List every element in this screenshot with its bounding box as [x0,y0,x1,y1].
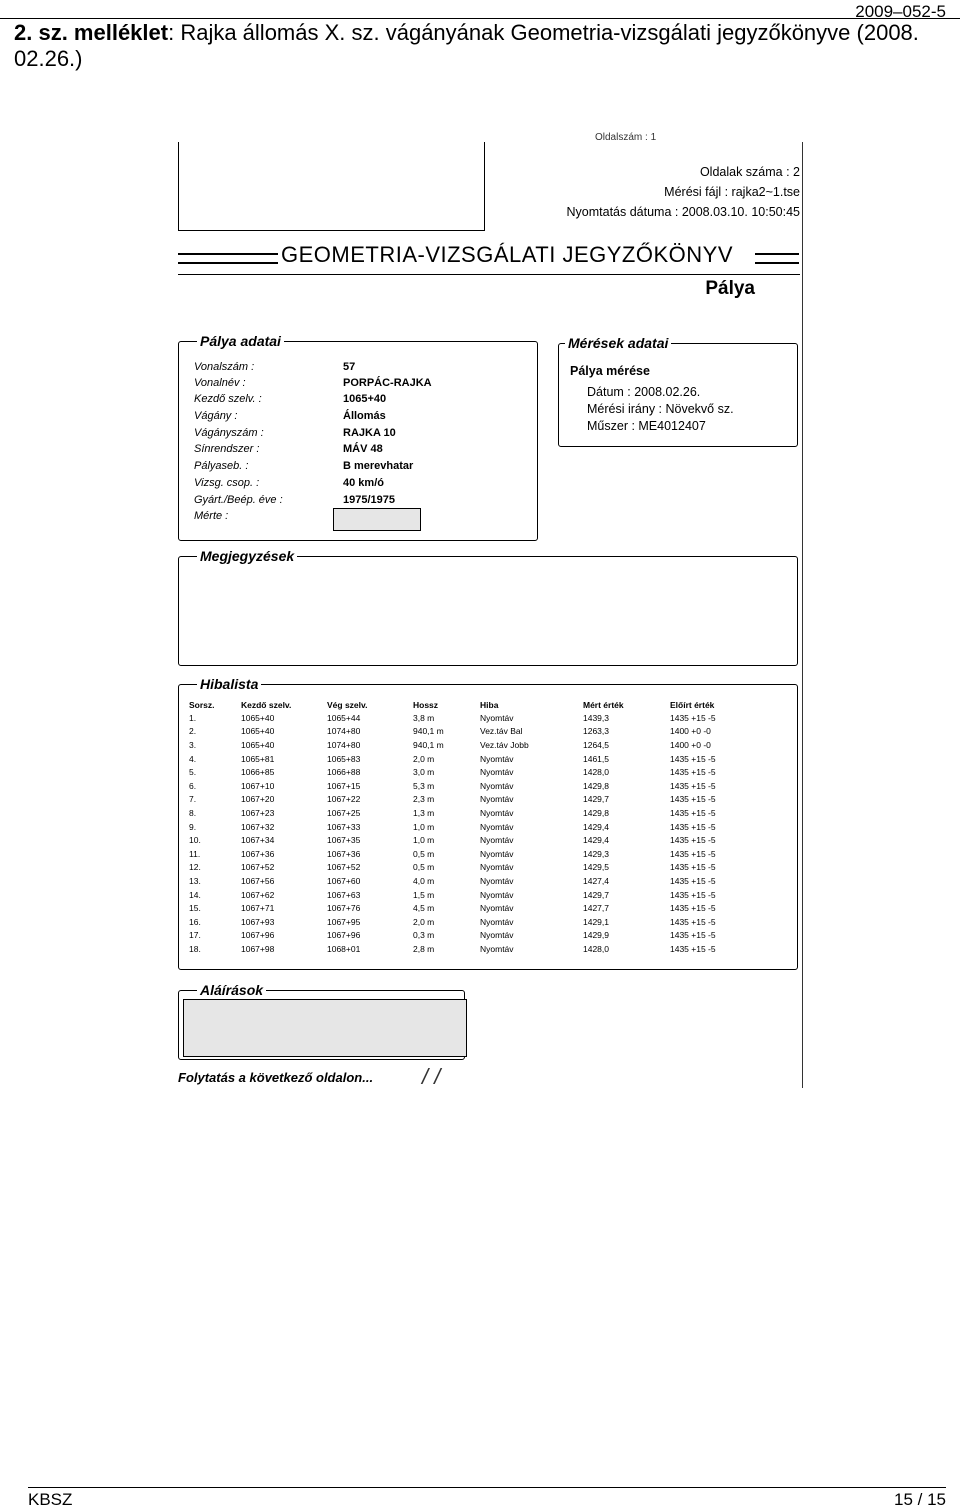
table-row [189,929,760,943]
table-cell: 1429,4 [583,821,609,832]
table-cell: 1067+34 [241,835,275,846]
table-cell: Vez.táv Jobb [480,739,529,750]
table-row [189,793,760,807]
table-cell: Nyomtáv [480,821,514,832]
notes-title: Megjegyzések [197,548,297,564]
table-cell: 2,0 m [413,916,435,927]
field-value: PORPÁC-RAJKA [343,377,432,389]
table-cell: 1,0 m [413,835,435,846]
measurement-title: Mérések adatai [565,335,671,351]
table-cell: 1429,5 [583,862,609,873]
table-cell: 10. [189,835,201,846]
table-cell: 4. [189,753,197,764]
table-row [189,725,760,739]
table-cell: 1,3 m [413,807,435,818]
table-cell: 1,0 m [413,821,435,832]
table-cell: 1067+96 [241,930,275,941]
table-cell: 1066+88 [327,767,361,778]
error-table [189,699,760,956]
measurement-direction: Mérési irány : Növekvő sz. [587,402,734,416]
table-cell: 1435 +15 -5 [670,753,716,764]
table-cell: 8. [189,807,197,818]
track-data-title: Pálya adatai [197,333,284,349]
field-label: Vágányszám : [194,427,264,439]
table-cell: 1067+35 [327,835,361,846]
table-cell: 1263,3 [583,726,609,737]
table-cell: 1067+33 [327,821,361,832]
table-cell: 1067+71 [241,903,275,914]
table-cell: 2,3 m [413,794,435,805]
heading-rest: : Rajka állomás X. sz. vágányának Geometria-vizsgálati jegyzőkönyve (2008. 02.26.) [14,20,919,71]
field-value: 40 km/ó [343,477,384,489]
field-label: Vonalnév : [194,377,246,389]
table-cell: Nyomtáv [480,875,514,886]
table-cell: 15. [189,903,201,914]
table-cell: 1. [189,712,197,723]
title-rule-left [178,253,278,264]
table-cell: 1461,5 [583,753,609,764]
column-header: Hiba [480,700,499,710]
measurement-heading: Pálya mérése [570,364,650,378]
measurement-instrument: Műszer : ME4012407 [587,419,706,433]
column-header: Mért érték [583,700,624,710]
table-cell: 1065+40 [241,726,275,737]
table-cell: 940,1 m [413,739,444,750]
table-cell: 1066+85 [241,767,275,778]
error-list-title: Hibalista [197,676,261,692]
table-cell: 1067+63 [327,889,361,900]
table-row [189,915,760,929]
table-cell: 1067+32 [241,821,275,832]
field-label: Vizsg. csop. : [194,477,260,489]
table-cell: 1074+80 [327,726,361,737]
table-cell: 1435 +15 -5 [670,821,716,832]
table-cell: 1067+60 [327,875,361,886]
table-cell: 1435 +15 -5 [670,767,716,778]
table-cell: 1435 +15 -5 [670,916,716,927]
table-cell: 1067+52 [327,862,361,873]
table-cell: 1065+44 [327,712,361,723]
column-header: Sorsz. [189,700,215,710]
title-rule-right [755,253,799,264]
table-cell: 13. [189,875,201,886]
page-heading [14,20,949,72]
table-cell: 1,5 m [413,889,435,900]
table-cell: Nyomtáv [480,753,514,764]
table-cell: 1067+22 [327,794,361,805]
field-label: Sínrendszer : [194,443,260,455]
table-cell: 0,5 m [413,848,435,859]
table-cell: 12. [189,862,201,873]
field-value: B merevhatar [343,460,414,472]
table-cell: 3,8 m [413,712,435,723]
table-cell: 3,0 m [413,767,435,778]
table-cell: Nyomtáv [480,930,514,941]
table-cell: 1435 +15 -5 [670,903,716,914]
table-cell: 1067+52 [241,862,275,873]
header-blank-box [178,142,485,231]
table-cell: 1435 +15 -5 [670,862,716,873]
table-row [189,874,760,888]
redacted-signature-box [183,999,467,1057]
table-row [189,847,760,861]
table-cell: 7. [189,794,197,805]
table-cell: 1429,9 [583,930,609,941]
page-number-fragment: Oldalszám : 1 [595,132,657,143]
table-cell: 1067+95 [327,916,361,927]
table-row [189,820,760,834]
table-cell: Nyomtáv [480,712,514,723]
table-row [189,901,760,915]
table-cell: 18. [189,943,201,954]
table-cell: 1428,0 [583,943,609,954]
margin-line [802,142,803,1088]
table-row [189,752,760,766]
table-cell: Nyomtáv [480,848,514,859]
table-cell: 1067+96 [327,930,361,941]
table-row [189,765,760,779]
table-cell: Nyomtáv [480,807,514,818]
table-cell: 1429,7 [583,794,609,805]
table-row [189,779,760,793]
table-row [189,806,760,820]
table-cell: 2. [189,726,197,737]
table-cell: 1067+15 [327,780,361,791]
measurement-date: Dátum : 2008.02.26. [587,385,701,399]
field-value: 57 [343,361,356,373]
pages-count: Oldalak száma : 2 [699,165,800,179]
table-row [189,942,760,956]
table-cell: 1435 +15 -5 [670,889,716,900]
table-row [189,711,760,725]
table-cell: 1427,4 [583,875,609,886]
heading-label: 2. sz. melléklet [14,20,169,45]
table-cell: 14. [189,889,201,900]
table-cell: 16. [189,916,201,927]
table-cell: 1067+93 [241,916,275,927]
table-row [189,888,760,902]
track-data-panel [178,333,538,541]
table-cell: 1435 +15 -5 [670,848,716,859]
table-cell: 1065+81 [241,753,275,764]
table-cell: 1067+20 [241,794,275,805]
print-date: Nyomtatás dátuma : 2008.03.10. 10:50:45 [566,205,800,219]
column-header: Hossz [413,700,439,710]
field-label: Vonalszám : [194,361,255,373]
field-value: 1065+40 [343,393,387,405]
field-value: Állomás [343,410,386,422]
table-cell: Nyomtáv [480,943,514,954]
table-cell: 940,1 m [413,726,444,737]
table-cell: 1065+40 [241,712,275,723]
table-row [189,861,760,875]
footer-page-number: 15 / 15 [894,1490,946,1509]
table-cell: 1435 +15 -5 [670,712,716,723]
table-cell: 1429,3 [583,848,609,859]
print-info [567,162,801,222]
table-cell: 1065+83 [327,753,361,764]
table-cell: 3. [189,739,197,750]
field-label: Kezdő szelv. : [194,393,262,405]
table-cell: 5,3 m [413,780,435,791]
table-cell: Vez.táv Bal [480,726,523,737]
table-cell: 1428,0 [583,767,609,778]
table-cell: 6. [189,780,197,791]
table-cell: 1435 +15 -5 [670,807,716,818]
field-value: 1975/1975 [343,494,395,506]
table-cell: 1435 +15 -5 [670,780,716,791]
table-cell: 1067+62 [241,889,275,900]
report-subtitle: Pálya [705,278,755,299]
table-cell: Nyomtáv [480,835,514,846]
signature-title: Aláírások [197,982,266,998]
scanned-report [170,128,810,1088]
table-cell: Nyomtáv [480,862,514,873]
table-cell: 1074+80 [327,739,361,750]
table-row [189,833,760,847]
table-cell: 1400 +0 -0 [670,739,711,750]
table-cell: 17. [189,930,201,941]
table-cell: Nyomtáv [480,780,514,791]
table-cell: 2,0 m [413,753,435,764]
table-cell: 1067+23 [241,807,275,818]
field-label: Mérte : [194,510,229,522]
table-cell: 1439,3 [583,712,609,723]
footer-org: KBSZ [28,1490,73,1509]
table-cell: 1068+01 [327,943,361,954]
table-cell: 1435 +15 -5 [670,930,716,941]
table-cell: 1429,1 [583,916,609,927]
table-cell: 1067+25 [327,807,361,818]
table-cell: 1429,8 [583,780,609,791]
table-cell: 1067+10 [241,780,275,791]
table-cell: 1427,7 [583,903,609,914]
page-footer [28,1487,946,1508]
table-row [189,738,760,752]
document-number: 2009–052-5 [855,2,946,21]
table-cell: Nyomtáv [480,889,514,900]
table-cell: 1067+98 [241,943,275,954]
error-list-panel [178,676,798,970]
field-value: RAJKA 10 [343,427,396,439]
field-label: Pályaseb. : [194,460,249,472]
field-label: Vágány : [194,410,238,422]
table-cell: 1065+40 [241,739,275,750]
field-value: MÁV 48 [343,443,383,455]
table-cell: 1400 +0 -0 [670,726,711,737]
table-cell: 11. [189,848,201,859]
table-cell: 0,3 m [413,930,435,941]
report-title: GEOMETRIA-VIZSGÁLATI JEGYZŐKÖNYV [281,242,733,267]
table-cell: 1435 +15 -5 [670,835,716,846]
table-cell: 1435 +15 -5 [670,875,716,886]
signature-mark: / / [422,1064,441,1089]
table-cell: Nyomtáv [480,903,514,914]
table-cell: 1435 +15 -5 [670,943,716,954]
column-header: Vég szelv. [327,700,368,710]
report-title-bar [178,240,800,272]
redacted-name-box [333,508,421,531]
table-cell: 4,0 m [413,875,435,886]
table-cell: Nyomtáv [480,767,514,778]
field-label: Gyárt./Beép. éve : [194,494,283,506]
table-cell: 1429,7 [583,889,609,900]
column-header: Előírt érték [670,700,715,710]
table-cell: 5. [189,767,197,778]
continue-note: Folytatás a következő oldalon... [178,1070,374,1085]
table-cell: 1067+76 [327,903,361,914]
measurement-file: Mérési fájl : rajka2~1.tse [664,185,800,199]
table-cell: Nyomtáv [480,916,514,927]
table-cell: 1429,8 [583,807,609,818]
table-cell: 1067+36 [241,848,275,859]
table-cell: 1264,5 [583,739,609,750]
table-cell: 1435 +15 -5 [670,794,716,805]
signature-panel [178,982,465,1060]
table-cell: Nyomtáv [480,794,514,805]
table-cell: 2,8 m [413,943,435,954]
measurement-panel [558,335,798,447]
table-cell: 1429,4 [583,835,609,846]
notes-panel [178,548,798,666]
table-cell: 0,5 m [413,862,435,873]
column-header: Kezdő szelv. [241,700,292,710]
table-cell: 1067+56 [241,875,275,886]
table-cell: 1067+36 [327,848,361,859]
table-cell: 9. [189,821,197,832]
error-table-header [189,699,760,711]
table-cell: 4,5 m [413,903,435,914]
header-rule [0,18,960,19]
title-separator [178,274,800,275]
